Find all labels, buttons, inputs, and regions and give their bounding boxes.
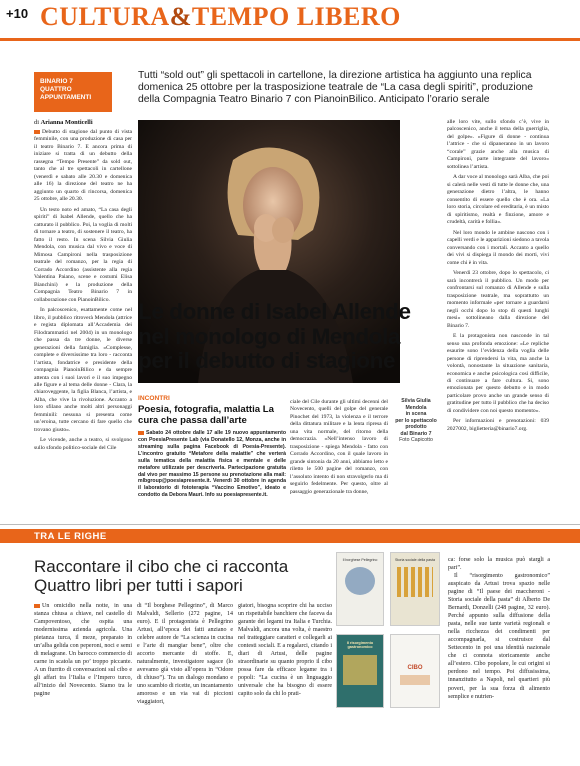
- caption-line: Mendola: [405, 404, 427, 411]
- book-cover-title: Il borghese Pellegrino: [342, 558, 378, 562]
- tra-le-righe-label: TRA LE RIGHE: [34, 531, 107, 542]
- books-column-2: di “Il borghese Pellegrino”, di Marco Malvaldi, Sellerio (272 pagine, 14 euro). E il protagonista è Pellegrino Artusi, all’epoca dei fatti anziano e celebre autore de “La scienza in cucina e l’arte di mangiar bene”, oltre che accorto mercante di stoffe. E, naturalmente, investigatore sagace (lo avevamo già visto all’opera in “Odore di chiuso”). Tra un dialogo mondano e uno scambio di ricette, un incantamento amoroso e un via vai di piccioni viaggiatori,: [137, 603, 233, 706]
- page-number: +10: [6, 6, 29, 21]
- photo-caption: [388, 398, 444, 444]
- paragraph: Le vicende, anche a teatro, si svolgono sullo sfondo politico-sociale del Cile: [34, 437, 132, 451]
- books-column-1: Un omicidio nella notte, in una stanza chiusa a chiave, nel castello di Campoventoso, che ospita una modernissima azienda agricola. Una pietanza turca, il meze, preparato in un’alba gelida con peperoni, noci e semi di melagrane. Un barocco commercio di carne in scatola un po’ troppo piccante. A un fiurrito di conversazioni sul cibo e gli affari tra l’Italia e l’Impero turco, all’inizio del Novecento. Siamo tra le pagine: [34, 603, 132, 698]
- article-column-middle: ciale del Cile durante gli ultimi decenni del Novecento, quelli del golpe del generale Pinochet del 1973, la violenza e il terrore della dittatura militare e la lenta ripresa di una vita normale, del ritorno della democrazia. «Nell’intenso lavoro di trasposizione - spiega Mendola - fatto con Corrado Accordino, con il quale lavoro in grande sintonia da 20 anni, abbiamo letto e riletto le 500 pagine del romanzo, con l’assoluto intento di non stravolgerlo ma di seguirlo fedelmente. Per questo, oltre al passaggio generazionale tra donne,: [290, 399, 388, 495]
- books-column-3: giatori, bisogna scoprire chi ha ucciso un rispettabile banchiere che faceva da garante dei legami tra Italia e Turchia. Malvaldi, ancora una volta, è maestro nel tratteggiare caratteri e collegarli ai contesti sociali. E a regalarci, citando i diari di Artusi, delle pagine straordinarie su quanto proprio il cibo possa fare da efficace legame tra i popoli: “La cucina è un linguaggio universale che ha bisogno di essere capito solo da chi lo prati-: [238, 603, 332, 698]
- book-cover: [390, 552, 440, 626]
- kicker-line-3: APPUNTAMENTI: [40, 93, 92, 101]
- kicker-line-2: QUATTRO: [40, 85, 72, 93]
- paragraph: In palcoscenico, esattamente come nel libro, il pubblico ritroverà Mendola (attrice e regista diplomata all’Accademia dei Filodrammatici nel 2004) in un monologo che passa da tre donne, le diverse generazioni della famiglia. «Complesse, complete e diversissime tra loro - racconta l’artista, fondatrice e presidente della compagnia PianoinBilico e da sempre attenta con i suoi lavori e il suo impegno alle figure e al tema delle donne - Clara, la chiaroveggente, la figlia Blanca, l’artista, e Alba, che vive la rivoluzione. Accanto a loro sfilano anche molti altri personaggi femminili: nessuna si presenta come un’eroina, tutte cercano di fare quello che trovano giusto».: [34, 307, 132, 433]
- lead-marker: [138, 431, 144, 435]
- byline: [34, 119, 93, 126]
- paragraph: ca: forse solo la musica può stargli a pari”.: [448, 557, 550, 572]
- caption-line: in scena: [405, 411, 427, 417]
- section-title-part1: CULTURA: [40, 2, 170, 31]
- books-headline-line2: Quattro libri per tutti i sapori: [34, 575, 243, 595]
- byline-prefix: di: [34, 119, 39, 126]
- books-column-4: [448, 556, 550, 762]
- sidebar-title: Poesia, fotografia, malattia La cura che passa dall’arte: [138, 404, 274, 427]
- paragraph: alle loro vite, sullo sfondo c’è, vive in palcoscenico, anche il tema della guerriglia, del golpe». «Figure di donne - continua l’attrice - che si dipaneranno in un lavoro “corale” grazie anche alla musica di Campironi, parte integrante del lavoro» sottolinea l’artista.: [447, 119, 549, 170]
- article-headline: Le donne di Isabel Allende nel monologo di Mendola per il debutto di stagione: [138, 299, 411, 374]
- caption-line: prodotto: [405, 424, 427, 430]
- book-cover: [336, 552, 384, 626]
- kicker-line-1: BINARIO 7: [40, 78, 73, 85]
- sidebar-box: [138, 395, 286, 519]
- lead-marker: [34, 604, 40, 608]
- paragraph: E la protagonista non nasconde in tal senso una profonda emozione: «Le repliche esaurite sono l’evidenza della voglia delle persone di riprendersi la vita, ma anche la volontà, nonostante la situazione sanitaria, economica e anche psicologica così difficile, di continuare a fare cultura. Si, sono emozionata per questo debutto e in modo particolare provo anche un grande senso di gratitudine per tutto il pubblico che ha deciso di condividere con noi questo momento».: [447, 333, 549, 414]
- article-column-1: [34, 129, 132, 513]
- kicker-box: [34, 72, 112, 112]
- sidebar-label: INCONTRI: [138, 395, 170, 402]
- article-summary: Tutti “sold out” gli spettacoli in cartellone, la direzione artistica ha aggiunto una replica domenica 25 ottobre per la trasposizione teatrale de “La casa degli spiriti”, produzione della Compagnia Teatro Binario 7 con PianoinBilico. Anticipato l’orario serale: [138, 70, 534, 106]
- book-cover: [336, 634, 384, 708]
- article-column-right: [447, 119, 549, 519]
- paragraph: Il “risorgimento gastronomico” auspicato da Artusi trova spazio nelle pagine di “Il paese dei maccheroni - Storia sociale della pasta” di Alberto De Bernardi, Donzelli (248 pagine, 32 euro). Perché appunto sulla diffusione della pasta, nelle sue tante varietà regionali e nella ricchezza dei condimenti per accompagnarla, si costruisce dal Settecento in poi una identità nazionale che ci connota storicamente anche all’estero. Cibo popolare, le cui origini si perdono nel tempo. Poi diffusissima, innanzitutto a Napoli, nel quartieri più poveri, per la sua forza di alimento semplice e nutrien-: [448, 573, 550, 700]
- sidebar-body: Sabato 24 ottobre dalle 17 alle 19 nuovo appuntamento con PoesiaPresente Lab (via Donatello 12, Monza, anche in streaming sulla pagina Facebook di Poesia-Presente). L’incontro gratuito “Metafore della malattie” che verterà sulla tematica della malattia fisica e mentale e delle metafore utilizzate per descriverla. Partecipazione gratuita dal vivo per massimo 15 persone su prenotazione alla mail: mlbgroup@poesiapresente.it. Venerdì 30 ottobre in agenda il laboratorio di fototerapia “Vaccino Emotivo”, ideato e condotto da Debora Mauri. Info su poesiapresente.it.: [138, 430, 286, 499]
- caption-line: per lo spettacolo: [395, 417, 437, 424]
- paragraph: A dar voce al monologo sarà Alba, che poi si calerà nelle vesti di tutte le donne che, una generazione dietro l’altra, le hanno consentito di essere quello che è ora. «La loro storia, circolare ed ereditaria, è un misto di spiritismo, realtà e finzione, amore e crudeltà, carità e follia».: [447, 174, 549, 226]
- paragraph: Debutto di stagione dal punto di vista femminile, con una produzione di casa per il teatro Binario 7. E ancora prima di iniziare si tratta di un debutto della rassegna “Tempo Presente” da sold out, tanto che al tre spettacoli in cartellone (venerdì e sabato alle 20.30 e domenica alle 16) la direzione del teatro ne ha aggiunto un quarto di rincorsa, domenica 25 ottobre, alle 20.30.: [34, 129, 132, 203]
- paragraph: Un testo noto ed amato, “La casa degli spiriti” di Isabel Allende, quello che ha catturato il pubblico. Poi, la voglia di molti di tornare a teatro, di sostenere il teatro, ha fatto il resto. In scena Silvia Giulia Mendola, con musica dal vivo e voce di Mimosa Campironi nella trasposizione teatrale del romanzo, per la regia di Corrado Accordino (assistente alla regia Valentina Paiano, scene e costumi Elisa Bianchini) e la produzione della Compagnia Teatro Binario 7 in collaborazione con PianoinBilico.: [34, 206, 132, 303]
- header-rule: [0, 38, 580, 41]
- section-separator: [0, 524, 580, 525]
- page-header: [0, 0, 580, 48]
- book-cover-title: Il risorgimento gastronomico: [346, 641, 374, 650]
- book-cover: [390, 634, 440, 708]
- section-title-part2: TEMPO LIBERO: [191, 2, 401, 31]
- byline-author: Arianna Monticelli: [40, 119, 93, 126]
- caption-line: dal Binario 7: [400, 430, 432, 437]
- books-headline: [34, 558, 344, 595]
- paragraph: Venerdì 23 ottobre, dopo lo spettacolo, ci sarà incontrerà il pubblico. Un modo per confrontarsi sul romanzo di Allende e sulla trasposizione teatrale, ma soprattutto un momento informale «per tornare a guardarsi negli occhi dopo lo stop di questi lunghi mesi» sottolineano dalla direzione del Binario 7.: [447, 270, 549, 329]
- paragraph: Nel loro mondo le ambine nascono con i capelli verdi e le apparizioni siedono a tavola conversando con i mortali. Accanto a quello dei vivi si dispiega il mondo dei morti, vivi come chi è in vita.: [447, 229, 549, 266]
- caption-line: Silvia Giulia: [401, 398, 431, 404]
- photo-credit: Foto Capicotto: [399, 437, 433, 443]
- books-headline-line1: Raccontare il cibo che ci racconta: [34, 557, 289, 576]
- section-title: [40, 2, 401, 32]
- paragraph: Per informazioni e prenotazioni: 039 2027002, biglietteria@binario7.org.: [447, 418, 549, 432]
- book-cover-title: CIBO: [407, 665, 423, 671]
- book-covers: [336, 552, 446, 762]
- lead-marker: [34, 130, 40, 134]
- book-cover-title: Storia sociale della pasta: [395, 558, 435, 562]
- section-title-amp: &: [169, 2, 192, 31]
